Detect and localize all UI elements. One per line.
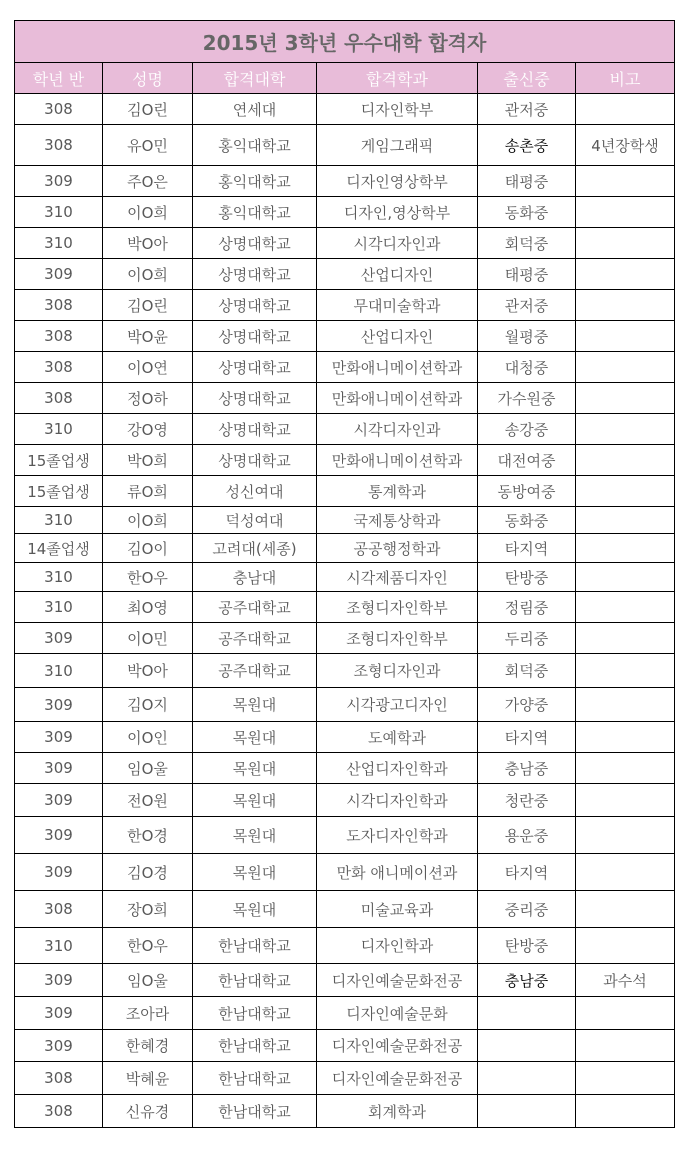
department-cell: 디자인학과 [317,928,478,964]
name-cell: 신유경 [103,1095,193,1128]
table-row [15,753,675,784]
table-row [15,383,675,414]
middle-school-cell: 회덕중 [478,654,576,688]
department-cell: 조형디자인학부 [317,592,478,623]
department-cell: 조형디자인과 [317,654,478,688]
table-row [15,688,675,722]
name-cell: 임O울 [103,964,193,997]
table-row [15,352,675,383]
class-cell: 308 [15,352,103,383]
university-cell: 한남대학교 [193,1095,317,1128]
header-middle-school: 출신중 [478,63,576,94]
name-cell: 김O이 [103,534,193,563]
university-cell: 고려대(세종) [193,534,317,563]
department-cell: 만화애니메이션학과 [317,352,478,383]
middle-school-cell: 대전여중 [478,445,576,476]
class-cell: 310 [15,592,103,623]
middle-school-cell: 가수원중 [478,383,576,414]
table-row [15,166,675,197]
middle-school-cell: 타지역 [478,722,576,753]
name-cell: 유O민 [103,125,193,166]
note-cell [576,507,675,534]
class-cell: 310 [15,228,103,259]
university-cell: 상명대학교 [193,259,317,290]
middle-school-cell: 동방여중 [478,476,576,507]
class-cell: 308 [15,125,103,166]
department-cell: 산업디자인 [317,259,478,290]
class-cell: 309 [15,753,103,784]
note-cell [576,1095,675,1128]
header-row [15,63,675,94]
table-row [15,997,675,1030]
table-row [15,891,675,928]
class-cell: 308 [15,94,103,125]
header-name: 성명 [103,63,193,94]
name-cell: 이O희 [103,197,193,228]
department-cell: 무대미술학과 [317,290,478,321]
middle-school-cell: 탄방중 [478,563,576,592]
department-cell: 회계학과 [317,1095,478,1128]
name-cell: 이O희 [103,507,193,534]
table-row [15,507,675,534]
note-cell [576,854,675,891]
class-cell: 309 [15,784,103,817]
note-cell [576,290,675,321]
department-cell: 산업디자인 [317,321,478,352]
header-department: 합격학과 [317,63,478,94]
note-cell [576,753,675,784]
department-cell: 통계학과 [317,476,478,507]
table-row [15,290,675,321]
name-cell: 박혜윤 [103,1062,193,1095]
middle-school-cell: 중리중 [478,891,576,928]
university-cell: 상명대학교 [193,290,317,321]
note-cell: 과수석 [576,964,675,997]
note-cell [576,592,675,623]
middle-school-cell [478,1062,576,1095]
class-cell: 310 [15,563,103,592]
name-cell: 이O연 [103,352,193,383]
table-row [15,854,675,891]
middle-school-cell [478,1030,576,1062]
middle-school-cell: 탄방중 [478,928,576,964]
department-cell: 디자인영상학부 [317,166,478,197]
note-cell [576,997,675,1030]
table-row [15,476,675,507]
middle-school-cell: 타지역 [478,854,576,891]
middle-school-cell: 송촌중 [478,125,576,166]
department-cell: 국제통상학과 [317,507,478,534]
university-cell: 목원대 [193,753,317,784]
name-cell: 전O원 [103,784,193,817]
middle-school-cell: 월평중 [478,321,576,352]
university-cell: 상명대학교 [193,321,317,352]
table-row [15,259,675,290]
university-cell: 연세대 [193,94,317,125]
middle-school-cell: 태평중 [478,166,576,197]
name-cell: 주O은 [103,166,193,197]
header-note: 비고 [576,63,675,94]
middle-school-cell [478,1095,576,1128]
class-cell: 308 [15,290,103,321]
note-cell [576,891,675,928]
middle-school-cell: 회덕중 [478,228,576,259]
department-cell: 조형디자인학부 [317,623,478,654]
class-cell: 309 [15,997,103,1030]
university-cell: 상명대학교 [193,445,317,476]
table-row [15,197,675,228]
title-row [15,21,675,63]
class-cell: 15졸업생 [15,476,103,507]
university-cell: 목원대 [193,688,317,722]
class-cell: 310 [15,654,103,688]
university-cell: 공주대학교 [193,654,317,688]
class-cell: 309 [15,722,103,753]
table-title: 2015년 3학년 우수대학 합격자 [15,21,675,63]
middle-school-cell: 가양중 [478,688,576,722]
middle-school-cell: 두리중 [478,623,576,654]
note-cell [576,445,675,476]
class-cell: 308 [15,1062,103,1095]
class-cell: 309 [15,964,103,997]
table-row [15,654,675,688]
note-cell [576,534,675,563]
class-cell: 308 [15,1095,103,1128]
university-cell: 상명대학교 [193,414,317,445]
note-cell: 4년장학생 [576,125,675,166]
note-cell [576,414,675,445]
class-cell: 310 [15,507,103,534]
name-cell: 김O지 [103,688,193,722]
university-cell: 상명대학교 [193,383,317,414]
middle-school-cell [478,997,576,1030]
class-cell: 308 [15,321,103,352]
department-cell: 시각디자인과 [317,228,478,259]
table-row [15,817,675,854]
note-cell [576,1030,675,1062]
note-cell [576,1062,675,1095]
department-cell: 디자인예술문화전공 [317,964,478,997]
class-cell: 309 [15,166,103,197]
middle-school-cell: 충남중 [478,753,576,784]
name-cell: 한O경 [103,817,193,854]
class-cell: 14졸업생 [15,534,103,563]
table-row [15,534,675,563]
name-cell: 이O인 [103,722,193,753]
name-cell: 한혜경 [103,1030,193,1062]
class-cell: 308 [15,891,103,928]
table-row [15,321,675,352]
note-cell [576,928,675,964]
middle-school-cell: 정림중 [478,592,576,623]
note-cell [576,563,675,592]
class-cell: 15졸업생 [15,445,103,476]
table-row [15,445,675,476]
university-cell: 상명대학교 [193,352,317,383]
middle-school-cell: 동화중 [478,197,576,228]
department-cell: 디자인예술문화전공 [317,1030,478,1062]
note-cell [576,722,675,753]
university-cell: 한남대학교 [193,997,317,1030]
note-cell [576,476,675,507]
university-cell: 충남대 [193,563,317,592]
name-cell: 강O영 [103,414,193,445]
middle-school-cell: 용운중 [478,817,576,854]
table-row [15,1030,675,1062]
university-cell: 상명대학교 [193,228,317,259]
class-cell: 310 [15,414,103,445]
note-cell [576,228,675,259]
header-university: 합격대학 [193,63,317,94]
department-cell: 도자디자인학과 [317,817,478,854]
university-cell: 공주대학교 [193,592,317,623]
note-cell [576,321,675,352]
name-cell: 김O린 [103,94,193,125]
department-cell: 디자인학부 [317,94,478,125]
note-cell [576,817,675,854]
name-cell: 김O린 [103,290,193,321]
department-cell: 게임그래픽 [317,125,478,166]
middle-school-cell: 관저중 [478,290,576,321]
department-cell: 시각광고디자인 [317,688,478,722]
name-cell: 박O아 [103,654,193,688]
admissions-table [14,20,675,1128]
note-cell [576,166,675,197]
note-cell [576,654,675,688]
middle-school-cell: 충남중 [478,964,576,997]
note-cell [576,383,675,414]
department-cell: 디자인예술문화 [317,997,478,1030]
university-cell: 한남대학교 [193,928,317,964]
department-cell: 만화애니메이션학과 [317,445,478,476]
table-row [15,563,675,592]
middle-school-cell: 송강중 [478,414,576,445]
name-cell: 류O희 [103,476,193,507]
university-cell: 홍익대학교 [193,125,317,166]
note-cell [576,352,675,383]
table-row [15,784,675,817]
department-cell: 미술교육과 [317,891,478,928]
university-cell: 한남대학교 [193,1062,317,1095]
class-cell: 309 [15,854,103,891]
table-row [15,125,675,166]
department-cell: 도예학과 [317,722,478,753]
department-cell: 시각디자인과 [317,414,478,445]
university-cell: 목원대 [193,891,317,928]
university-cell: 공주대학교 [193,623,317,654]
note-cell [576,259,675,290]
name-cell: 이O희 [103,259,193,290]
note-cell [576,94,675,125]
department-cell: 시각디자인학과 [317,784,478,817]
university-cell: 목원대 [193,854,317,891]
table-row [15,414,675,445]
class-cell: 309 [15,1030,103,1062]
table-row [15,623,675,654]
note-cell [576,784,675,817]
class-cell: 309 [15,688,103,722]
name-cell: 김O경 [103,854,193,891]
header-class: 학년 반 [15,63,103,94]
department-cell: 시각제품디자인 [317,563,478,592]
name-cell: 한O우 [103,928,193,964]
university-cell: 목원대 [193,722,317,753]
university-cell: 한남대학교 [193,1030,317,1062]
table-row [15,228,675,259]
department-cell: 만화 애니메이션과 [317,854,478,891]
university-cell: 덕성여대 [193,507,317,534]
note-cell [576,688,675,722]
table-row [15,964,675,997]
department-cell: 디자인,영상학부 [317,197,478,228]
class-cell: 309 [15,623,103,654]
middle-school-cell: 관저중 [478,94,576,125]
middle-school-cell: 대청중 [478,352,576,383]
university-cell: 홍익대학교 [193,166,317,197]
table-row [15,722,675,753]
name-cell: 장O희 [103,891,193,928]
department-cell: 공공행정학과 [317,534,478,563]
class-cell: 310 [15,928,103,964]
name-cell: 박O윤 [103,321,193,352]
university-cell: 한남대학교 [193,964,317,997]
middle-school-cell: 동화중 [478,507,576,534]
middle-school-cell: 타지역 [478,534,576,563]
university-cell: 목원대 [193,817,317,854]
name-cell: 정O하 [103,383,193,414]
name-cell: 조아라 [103,997,193,1030]
table-row [15,94,675,125]
table-row [15,592,675,623]
class-cell: 309 [15,817,103,854]
table-row [15,1095,675,1128]
name-cell: 박O희 [103,445,193,476]
name-cell: 임O울 [103,753,193,784]
class-cell: 310 [15,197,103,228]
note-cell [576,197,675,228]
note-cell [576,623,675,654]
university-cell: 목원대 [193,784,317,817]
department-cell: 만화애니메이션학과 [317,383,478,414]
name-cell: 박O아 [103,228,193,259]
name-cell: 이O민 [103,623,193,654]
class-cell: 309 [15,259,103,290]
name-cell: 최O영 [103,592,193,623]
table-row [15,1062,675,1095]
middle-school-cell: 청란중 [478,784,576,817]
department-cell: 디자인예술문화전공 [317,1062,478,1095]
class-cell: 308 [15,383,103,414]
middle-school-cell: 태평중 [478,259,576,290]
university-cell: 홍익대학교 [193,197,317,228]
department-cell: 산업디자인학과 [317,753,478,784]
table-row [15,928,675,964]
university-cell: 성신여대 [193,476,317,507]
name-cell: 한O우 [103,563,193,592]
